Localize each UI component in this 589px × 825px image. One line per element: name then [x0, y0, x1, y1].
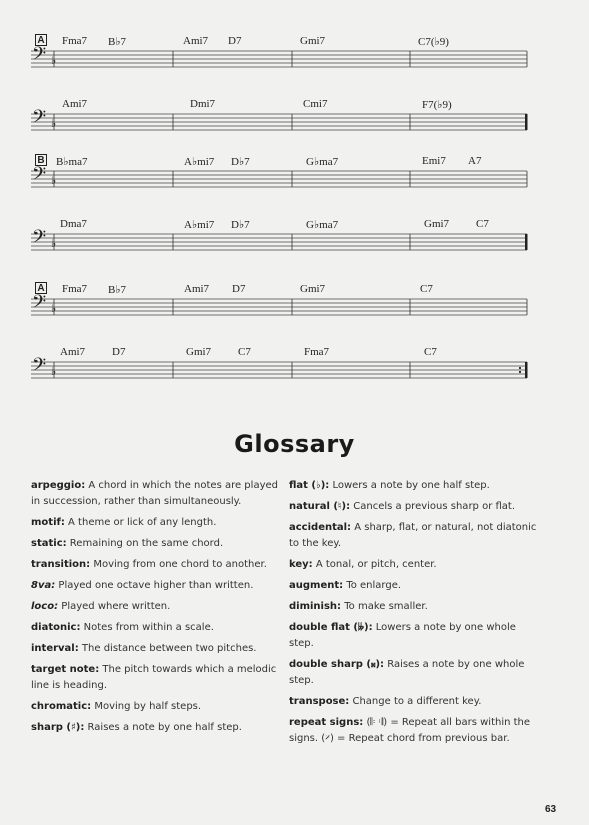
glossary-column-right [289, 478, 539, 752]
chord-symbol: B♭ma7 [56, 156, 88, 168]
glossary-definition: (𝄆 𝄇) = Repeat all bars within the signs. (𝄎) = Repeat chord from previous bar. [289, 717, 531, 744]
chord-symbol: C7 [420, 283, 433, 295]
glossary-entry [289, 715, 539, 747]
key-signature-flat-icon: ♭ [51, 117, 57, 130]
chord-symbol: A♭mi7 [184, 219, 215, 231]
chord-symbol: D7 [112, 346, 126, 358]
glossary-definition: Lowers a note by one half step. [329, 480, 490, 491]
chord-symbol: B♭7 [108, 36, 127, 48]
glossary-entry [289, 520, 539, 552]
chord-symbol: Ami7 [184, 283, 210, 295]
chord-symbol: Gmi7 [424, 218, 450, 230]
glossary-definition: A chord in which the notes are played in succession, rather than simultaneously. [31, 480, 278, 507]
glossary-term: loco: [31, 601, 59, 612]
chord-symbol: Gmi7 [300, 283, 326, 295]
glossary-term: static: [31, 538, 67, 549]
bass-clef-icon: 𝄢 [32, 107, 47, 132]
staff-lines [0, 154, 589, 218]
key-signature-flat-icon: ♭ [51, 174, 57, 187]
glossary-term: chromatic: [31, 701, 92, 712]
chord-symbol: Ami7 [62, 98, 88, 110]
key-signature-flat-icon: ♭ [51, 54, 57, 67]
chord-symbol: Fma7 [304, 346, 330, 358]
staff-system [0, 97, 589, 161]
glossary-term: target note: [31, 664, 100, 675]
glossary-entry [31, 599, 281, 615]
glossary-entry [31, 641, 281, 657]
glossary-definition: Moving from one chord to another. [90, 559, 267, 570]
bass-clef-icon: 𝄢 [32, 292, 47, 317]
glossary-term: augment: [289, 580, 344, 591]
final-bar-line [525, 234, 528, 250]
glossary-term: transpose: [289, 696, 350, 707]
glossary-entry [31, 536, 281, 552]
key-signature-flat-icon: ♭ [51, 365, 57, 378]
staff-lines [0, 345, 589, 409]
staff-system [0, 217, 589, 281]
glossary-definition: Raises a note by one whole step. [289, 659, 525, 686]
glossary-term: motif: [31, 517, 65, 528]
chord-symbol: Gmi7 [186, 346, 212, 358]
chord-symbol: C7(♭9) [418, 36, 449, 48]
staff-lines [0, 217, 589, 281]
final-bar-line [525, 362, 528, 378]
rehearsal-mark: A [35, 282, 47, 294]
chord-symbol: G♭ma7 [306, 219, 339, 231]
staff-system [0, 345, 589, 409]
chord-symbol: Gmi7 [300, 35, 326, 47]
chord-symbol: Ami7 [60, 346, 86, 358]
chord-symbol: B♭7 [108, 284, 127, 296]
chord-symbol: C7 [238, 346, 251, 358]
glossary-term: 8va: [31, 580, 56, 591]
glossary-definition: Cancels a previous sharp or flat. [350, 501, 516, 512]
staff-system [0, 34, 589, 98]
chord-symbol: F7(♭9) [422, 99, 452, 111]
glossary-definition: Played one octave higher than written. [55, 580, 254, 591]
glossary-entry [289, 557, 539, 573]
glossary-entry [289, 694, 539, 710]
glossary-entry [31, 662, 281, 694]
chord-symbol: Dma7 [60, 218, 87, 230]
chord-symbol: Ami7 [183, 35, 209, 47]
staff-lines [0, 97, 589, 161]
glossary-definition: The distance between two pitches. [78, 643, 257, 654]
key-signature-flat-icon: ♭ [51, 237, 57, 250]
chord-symbol: A♭mi7 [184, 156, 215, 168]
glossary-column-left [31, 478, 281, 741]
glossary-definition: A sharp, flat, or natural, not diatonic to the key. [289, 522, 537, 549]
glossary-entry [289, 599, 539, 615]
chord-symbol: Fma7 [62, 283, 88, 295]
chord-symbol: A7 [468, 155, 482, 167]
glossary-entry [31, 515, 281, 531]
glossary-entry [289, 620, 539, 652]
glossary-definition: To enlarge. [343, 580, 402, 591]
chord-symbol: C7 [476, 218, 489, 230]
chord-symbol: C7 [424, 346, 437, 358]
glossary-definition: Lowers a note by one whole step. [289, 622, 516, 649]
glossary-term: double sharp (𝄪): [289, 659, 385, 670]
glossary-term: key: [289, 559, 313, 570]
glossary-definition: Raises a note by one half step. [84, 722, 242, 733]
glossary-entry [289, 657, 539, 689]
glossary-definition: Played where written. [58, 601, 171, 612]
bass-clef-icon: 𝄢 [32, 44, 47, 69]
glossary-entry [289, 578, 539, 594]
glossary-term: repeat signs: [289, 717, 364, 728]
bass-clef-icon: 𝄢 [32, 164, 47, 189]
repeat-dot [519, 371, 521, 373]
glossary-entry [31, 699, 281, 715]
chord-symbol: D♭7 [231, 156, 250, 168]
glossary-term: arpeggio: [31, 480, 86, 491]
glossary-entry [31, 557, 281, 573]
chord-symbol: Fma7 [62, 35, 88, 47]
chord-symbol: Dmi7 [190, 98, 216, 110]
key-signature-flat-icon: ♭ [51, 302, 57, 315]
chord-symbol: D7 [228, 35, 242, 47]
repeat-dot [519, 367, 521, 369]
staff-system [0, 154, 589, 218]
glossary-term: flat (♭): [289, 480, 330, 491]
final-bar-line [525, 114, 528, 130]
page-number: 63 [545, 804, 557, 815]
staff-system [0, 282, 589, 346]
chord-symbol: D♭7 [231, 219, 250, 231]
glossary-term: sharp (♯): [31, 722, 85, 733]
glossary-definition: Change to a different key. [349, 696, 482, 707]
rehearsal-mark: A [35, 34, 47, 46]
glossary-term: diminish: [289, 601, 342, 612]
glossary-title: Glossary [234, 430, 355, 458]
glossary-definition: The pitch towards which a melodic line is heading. [31, 664, 277, 691]
glossary-term: accidental: [289, 522, 352, 533]
glossary-term: interval: [31, 643, 79, 654]
glossary-term: double flat (𝄫): [289, 622, 373, 633]
staff-lines [0, 34, 589, 98]
glossary-entry [31, 720, 281, 736]
staff-lines [0, 282, 589, 346]
glossary-term: transition: [31, 559, 91, 570]
rehearsal-mark: B [35, 154, 47, 166]
bass-clef-icon: 𝄢 [32, 355, 47, 380]
bass-clef-icon: 𝄢 [32, 227, 47, 252]
glossary-term: diatonic: [31, 622, 81, 633]
glossary-definition: To make smaller. [341, 601, 428, 612]
glossary-definition: A theme or lick of any length. [64, 517, 217, 528]
glossary-definition: Remaining on the same chord. [66, 538, 224, 549]
chord-symbol: Cmi7 [303, 98, 328, 110]
glossary-entry [289, 499, 539, 515]
glossary-entry [31, 578, 281, 594]
glossary-definition: Notes from within a scale. [80, 622, 214, 633]
glossary-definition: A tonal, or pitch, center. [312, 559, 437, 570]
chord-symbol: Emi7 [422, 155, 446, 167]
glossary-entry [31, 478, 281, 510]
glossary-term: natural (♮): [289, 501, 351, 512]
glossary-definition: Moving by half steps. [91, 701, 202, 712]
glossary-entry [31, 620, 281, 636]
glossary-entry [289, 478, 539, 494]
chord-symbol: D7 [232, 283, 246, 295]
chord-symbol: G♭ma7 [306, 156, 339, 168]
